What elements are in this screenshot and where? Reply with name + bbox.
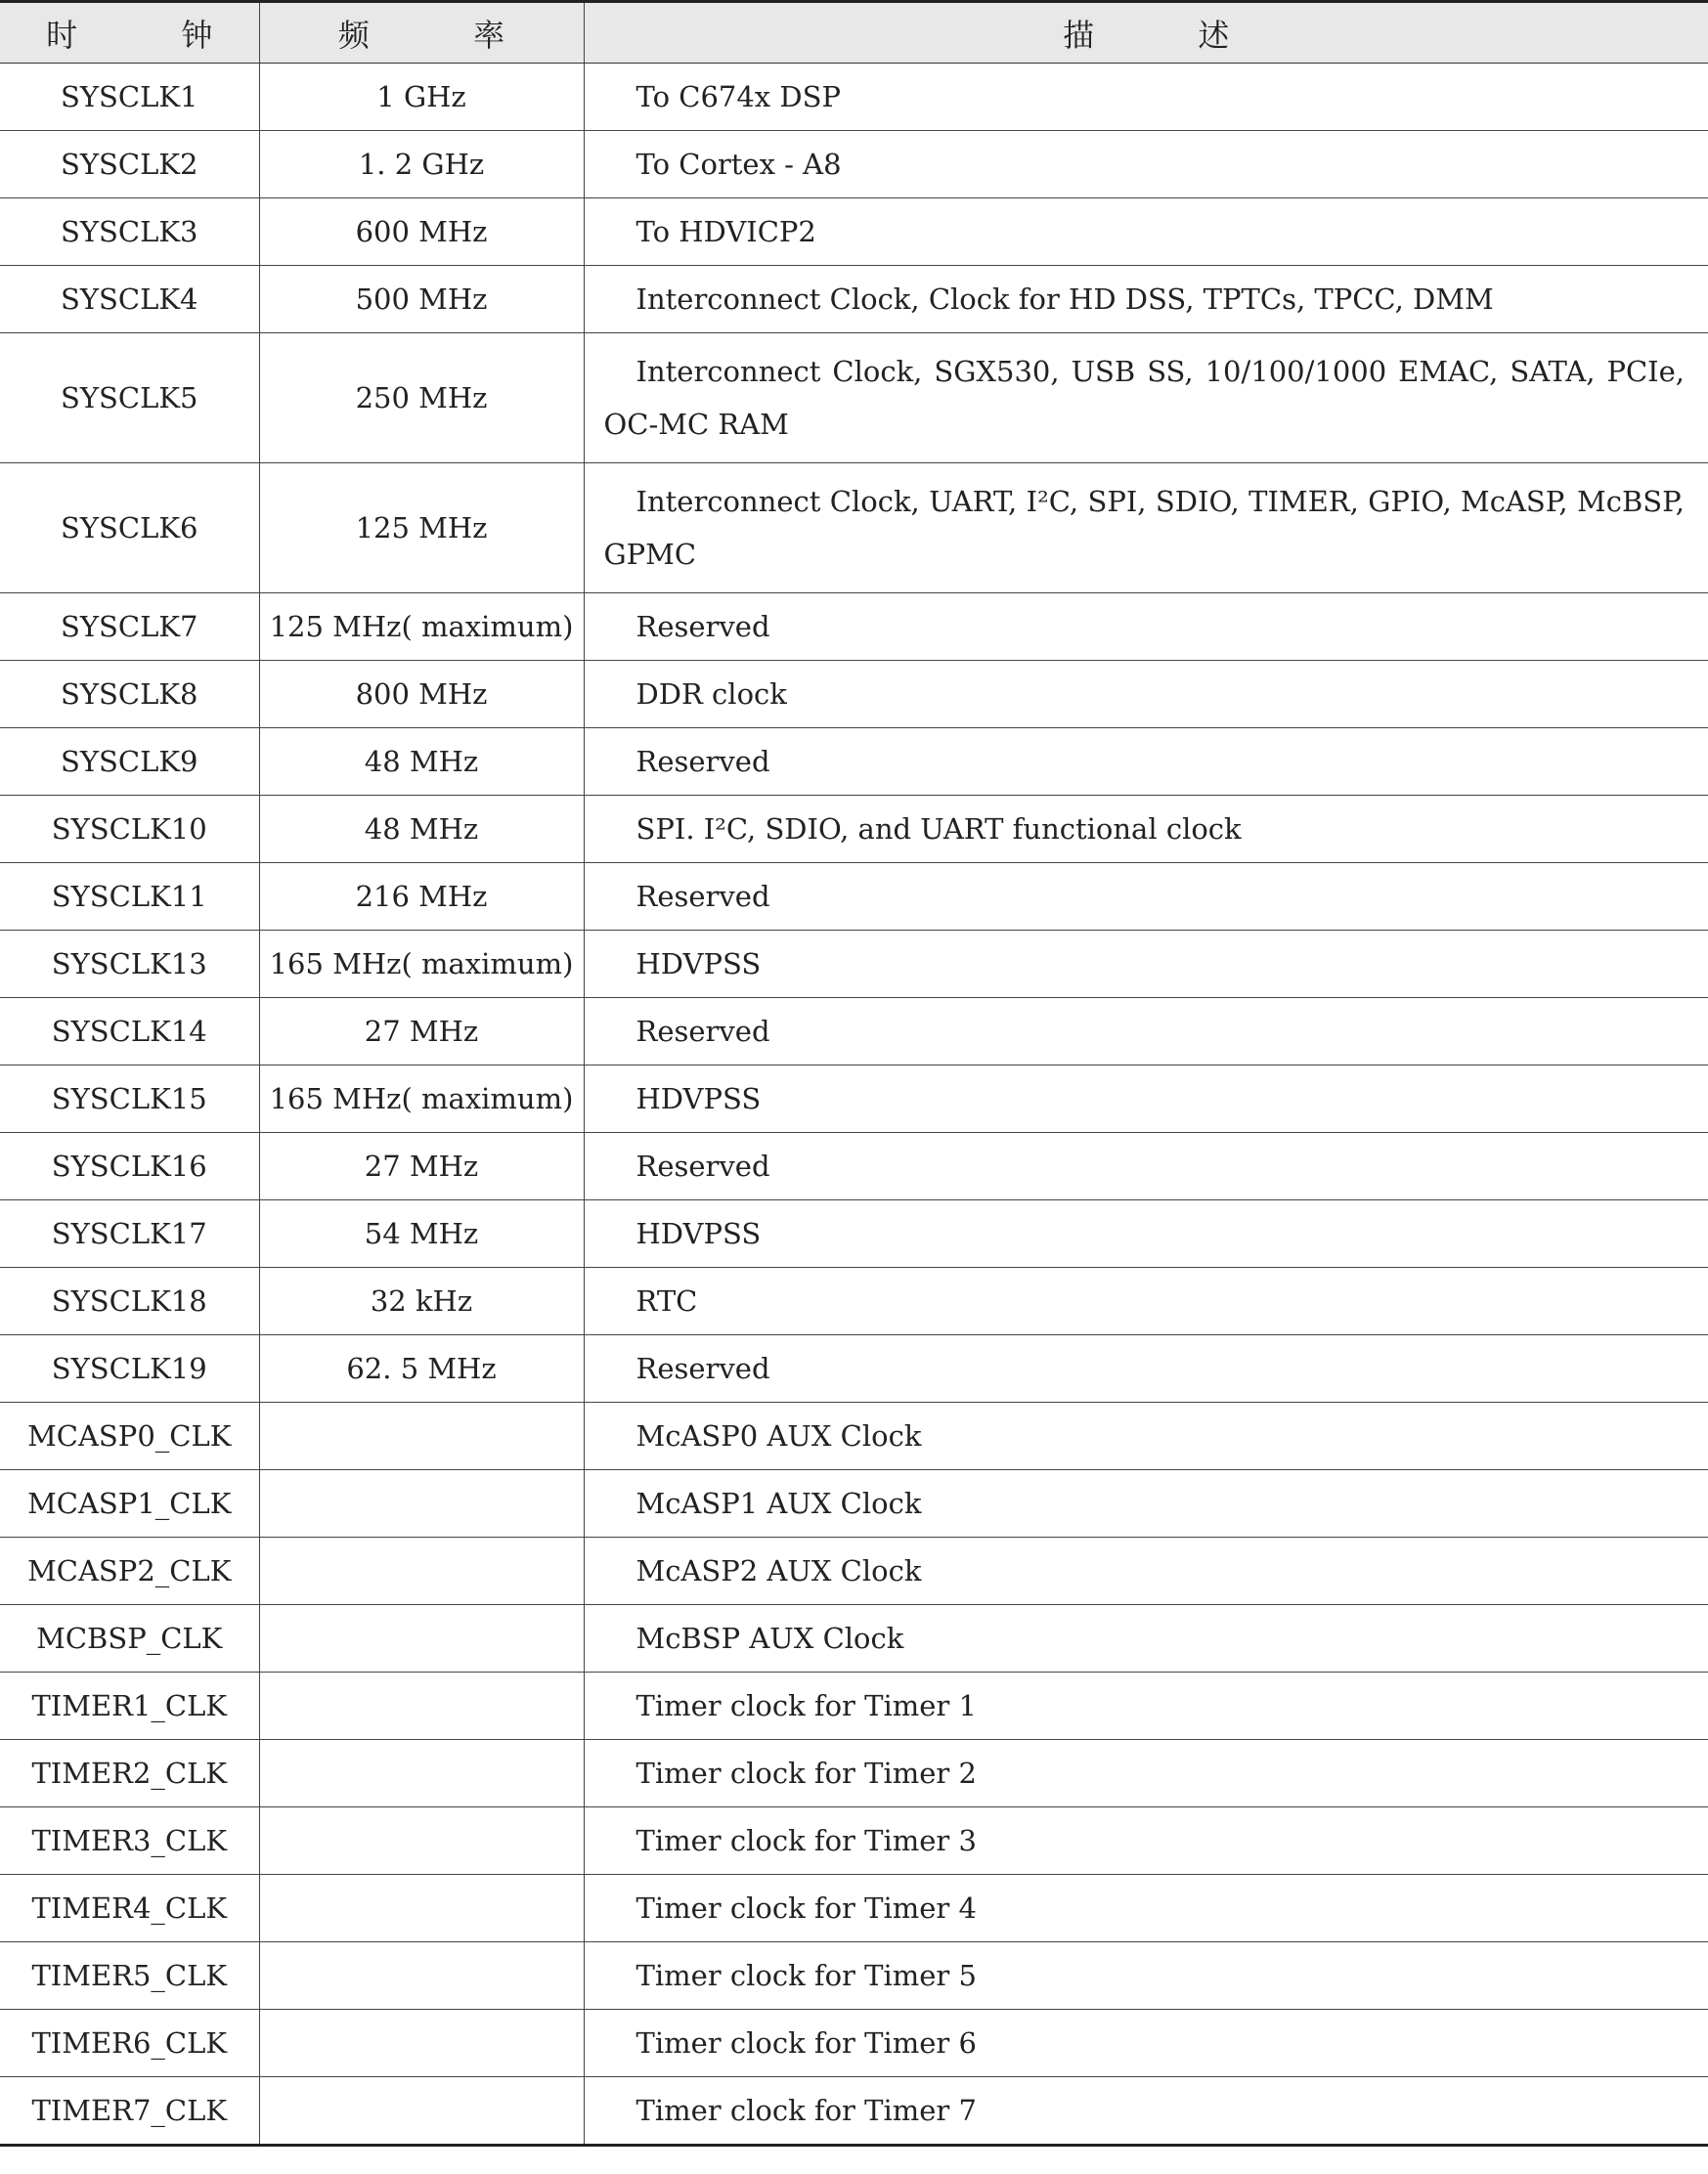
cell-clock: TIMER5_CLK	[0, 1942, 259, 2010]
cell-frequency	[259, 1740, 584, 1807]
cell-description	[584, 463, 1708, 593]
description-text: SPI. I²C, SDIO, and UART functional clock	[635, 812, 1242, 846]
cell-description	[584, 1605, 1708, 1673]
cell-frequency	[259, 1673, 584, 1740]
table-row	[0, 1065, 1708, 1133]
cell-frequency: 1. 2 GHz	[259, 131, 584, 198]
cell-frequency: 48 MHz	[259, 728, 584, 796]
cell-clock: TIMER4_CLK	[0, 1875, 259, 1942]
cell-clock: SYSCLK14	[0, 998, 259, 1065]
cell-description	[584, 1807, 1708, 1875]
cell-description	[584, 2077, 1708, 2146]
table-header	[0, 2, 1708, 64]
table-row	[0, 1470, 1708, 1538]
cell-clock: SYSCLK5	[0, 333, 259, 463]
description-text: Reserved	[635, 1015, 770, 1048]
cell-clock: TIMER2_CLK	[0, 1740, 259, 1807]
cell-frequency: 125 MHz	[259, 463, 584, 593]
cell-frequency: 27 MHz	[259, 998, 584, 1065]
description-text: Timer clock for Timer 5	[635, 1959, 977, 1992]
description-text: Reserved	[635, 1352, 770, 1385]
description-text: McASP0 AUX Clock	[635, 1419, 922, 1453]
cell-frequency	[259, 2077, 584, 2146]
description-text: DDR clock	[635, 677, 787, 711]
cell-clock: SYSCLK9	[0, 728, 259, 796]
cell-description	[584, 863, 1708, 931]
cell-frequency: 216 MHz	[259, 863, 584, 931]
table-row	[0, 1807, 1708, 1875]
cell-description	[584, 931, 1708, 998]
cell-description	[584, 1133, 1708, 1200]
cell-clock: MCBSP_CLK	[0, 1605, 259, 1673]
cell-description	[584, 998, 1708, 1065]
description-text: To C674x DSP	[635, 80, 842, 113]
cell-frequency: 800 MHz	[259, 661, 584, 728]
cell-clock: SYSCLK2	[0, 131, 259, 198]
cell-frequency	[259, 1875, 584, 1942]
cell-frequency	[259, 1470, 584, 1538]
table-row	[0, 1942, 1708, 2010]
cell-description	[584, 198, 1708, 266]
description-text: To Cortex - A8	[635, 148, 842, 181]
table-row	[0, 1133, 1708, 1200]
table-row	[0, 661, 1708, 728]
cell-description	[584, 1538, 1708, 1605]
table-body	[0, 64, 1708, 2146]
cell-description	[584, 131, 1708, 198]
cell-description	[584, 1403, 1708, 1470]
cell-clock: SYSCLK4	[0, 266, 259, 333]
cell-frequency	[259, 1807, 584, 1875]
table-row	[0, 1875, 1708, 1942]
cell-frequency: 32 kHz	[259, 1268, 584, 1335]
cell-clock: MCASP1_CLK	[0, 1470, 259, 1538]
table-row	[0, 1268, 1708, 1335]
description-text: Timer clock for Timer 2	[635, 1757, 977, 1790]
table-row	[0, 998, 1708, 1065]
table-row	[0, 266, 1708, 333]
description-text: Interconnect Clock, UART, I²C, SPI, SDIO, TIMER, GPIO, McASP, McBSP, GPMC	[603, 485, 1685, 571]
cell-description	[584, 1470, 1708, 1538]
cell-description	[584, 333, 1708, 463]
cell-frequency: 600 MHz	[259, 198, 584, 266]
table-row	[0, 931, 1708, 998]
cell-frequency: 27 MHz	[259, 1133, 584, 1200]
cell-clock: SYSCLK16	[0, 1133, 259, 1200]
cell-clock: SYSCLK3	[0, 198, 259, 266]
cell-frequency	[259, 1538, 584, 1605]
table-row	[0, 131, 1708, 198]
cell-description	[584, 796, 1708, 863]
header-clock: 时 钟	[0, 2, 259, 64]
cell-frequency: 1 GHz	[259, 64, 584, 131]
cell-description	[584, 1673, 1708, 1740]
cell-description	[584, 1942, 1708, 2010]
cell-frequency	[259, 1605, 584, 1673]
table-row	[0, 1200, 1708, 1268]
description-text: RTC	[635, 1284, 698, 1318]
description-text: McBSP AUX Clock	[635, 1622, 904, 1655]
cell-description	[584, 1875, 1708, 1942]
cell-clock: SYSCLK18	[0, 1268, 259, 1335]
cell-clock: SYSCLK1	[0, 64, 259, 131]
cell-clock: MCASP2_CLK	[0, 1538, 259, 1605]
table-row	[0, 64, 1708, 131]
cell-clock: TIMER7_CLK	[0, 2077, 259, 2146]
description-text: Reserved	[635, 880, 770, 913]
cell-clock: SYSCLK15	[0, 1065, 259, 1133]
cell-clock: TIMER3_CLK	[0, 1807, 259, 1875]
cell-clock: SYSCLK13	[0, 931, 259, 998]
table-row	[0, 2077, 1708, 2146]
description-text: Timer clock for Timer 3	[635, 1824, 977, 1857]
cell-description	[584, 1740, 1708, 1807]
cell-clock: SYSCLK8	[0, 661, 259, 728]
description-text: Reserved	[635, 610, 770, 643]
table-row	[0, 463, 1708, 593]
header-description: 描 述	[584, 2, 1708, 64]
header-frequency: 频 率	[259, 2, 584, 64]
table-row	[0, 593, 1708, 661]
table-row	[0, 796, 1708, 863]
cell-clock: SYSCLK19	[0, 1335, 259, 1403]
cell-clock: TIMER6_CLK	[0, 2010, 259, 2077]
cell-clock: SYSCLK7	[0, 593, 259, 661]
table-row	[0, 1673, 1708, 1740]
description-text: HDVPSS	[635, 947, 762, 980]
description-text: McASP2 AUX Clock	[635, 1554, 922, 1587]
cell-clock: MCASP0_CLK	[0, 1403, 259, 1470]
description-text: Timer clock for Timer 7	[635, 2094, 977, 2127]
description-text: To HDVICP2	[635, 215, 816, 248]
description-text: Reserved	[635, 745, 770, 778]
table-row	[0, 1538, 1708, 1605]
description-text: Reserved	[635, 1150, 770, 1183]
table-row	[0, 198, 1708, 266]
cell-frequency: 48 MHz	[259, 796, 584, 863]
description-text: Interconnect Clock, SGX530, USB SS, 10/100/1000 EMAC, SATA, PCIe, OC-MC RAM	[603, 355, 1685, 441]
table-row	[0, 1740, 1708, 1807]
cell-description	[584, 1335, 1708, 1403]
description-text: Timer clock for Timer 4	[635, 1891, 977, 1925]
cell-description	[584, 1268, 1708, 1335]
table-row	[0, 863, 1708, 931]
cell-description	[584, 593, 1708, 661]
cell-frequency: 62. 5 MHz	[259, 1335, 584, 1403]
description-text: Timer clock for Timer 6	[635, 2026, 977, 2060]
header-row	[0, 2, 1708, 64]
cell-frequency: 165 MHz( maximum)	[259, 931, 584, 998]
cell-description	[584, 1200, 1708, 1268]
table-row	[0, 728, 1708, 796]
description-text: HDVPSS	[635, 1082, 762, 1115]
cell-frequency: 500 MHz	[259, 266, 584, 333]
table-row	[0, 1605, 1708, 1673]
cell-frequency: 54 MHz	[259, 1200, 584, 1268]
cell-description	[584, 64, 1708, 131]
cell-description	[584, 2010, 1708, 2077]
cell-description	[584, 1065, 1708, 1133]
cell-clock: TIMER1_CLK	[0, 1673, 259, 1740]
cell-clock: SYSCLK10	[0, 796, 259, 863]
cell-frequency	[259, 1403, 584, 1470]
description-text: McASP1 AUX Clock	[635, 1487, 922, 1520]
cell-clock: SYSCLK11	[0, 863, 259, 931]
cell-description	[584, 728, 1708, 796]
description-text: HDVPSS	[635, 1217, 762, 1250]
cell-description	[584, 266, 1708, 333]
cell-clock: SYSCLK17	[0, 1200, 259, 1268]
cell-frequency	[259, 2010, 584, 2077]
table-row	[0, 333, 1708, 463]
table-row	[0, 2010, 1708, 2077]
description-text: Interconnect Clock, Clock for HD DSS, TPTCs, TPCC, DMM	[635, 283, 1494, 316]
table-row	[0, 1403, 1708, 1470]
cell-clock: SYSCLK6	[0, 463, 259, 593]
cell-frequency: 165 MHz( maximum)	[259, 1065, 584, 1133]
cell-description	[584, 661, 1708, 728]
cell-frequency: 250 MHz	[259, 333, 584, 463]
table-row	[0, 1335, 1708, 1403]
cell-frequency	[259, 1942, 584, 2010]
cell-frequency: 125 MHz( maximum)	[259, 593, 584, 661]
description-text: Timer clock for Timer 1	[635, 1689, 977, 1722]
